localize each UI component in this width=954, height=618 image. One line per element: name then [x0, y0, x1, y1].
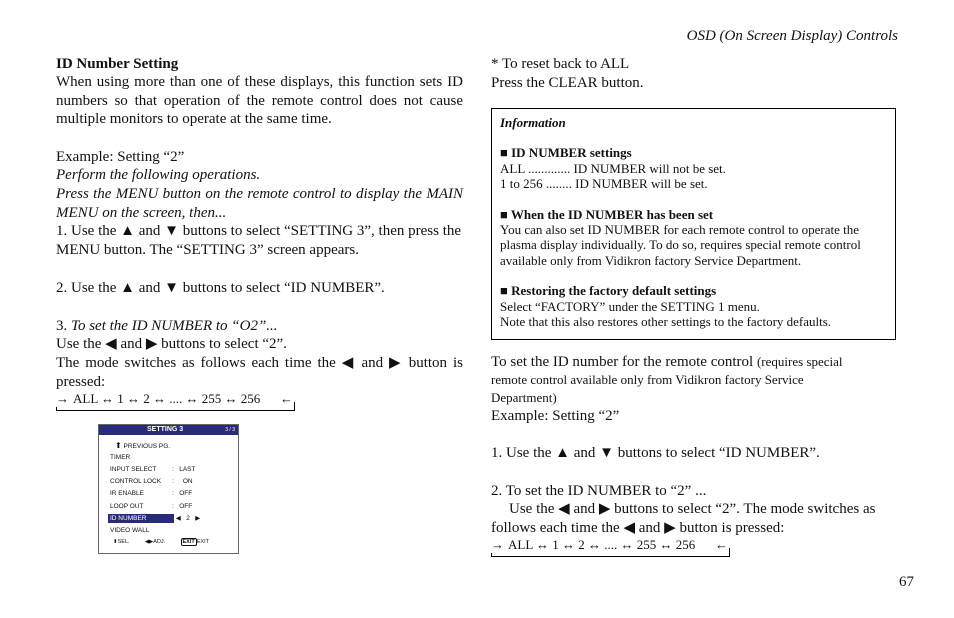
left-arrow-icon: ◀ [174, 515, 181, 522]
sequence-diagram-right [491, 537, 730, 557]
sequence-right-left-arrow-icon: → [491, 537, 504, 552]
info-s1-line1: ALL ............. ID NUMBER will not be set. [500, 160, 726, 176]
info-s1-line2: 1 to 256 ........ ID NUMBER will be set. [500, 176, 708, 192]
right-arrow-icon: ▶ [195, 515, 201, 522]
info-s3-line1: Select “FACTORY” under the SETTING 1 menu. [500, 298, 760, 314]
info-s2-head: ■ When the ID NUMBER has been set [500, 206, 714, 222]
osd-item-video-wall: VIDEO WALL [110, 527, 150, 534]
osd-header [99, 425, 238, 435]
right-step-2: 2. To set the ID NUMBER to “2” ... [491, 483, 707, 499]
left-right-icon: ◀▶ [144, 539, 154, 545]
osd-previous-page [115, 441, 170, 450]
osd-setting3-screen [98, 424, 239, 554]
intro-paragraph: When using more than one of these displays, this function sets ID numbers so that operation of the remote control does not cause multiple monitors to operate at the same time. [56, 74, 463, 128]
right-example: Example: Setting “2” [491, 408, 620, 424]
up-arrow-icon: ⬆ [115, 441, 122, 450]
press-menu-text: Press the MENU button on the remote control to display the MAIN MENU on the screen, then... [56, 186, 463, 221]
osd-title: SETTING 3 [147, 426, 184, 433]
remote-main-text: To set the ID number for the remote control [491, 354, 757, 370]
step-3 [56, 317, 278, 336]
sequence-right-arrow-icon: ← [280, 391, 293, 406]
page-number: 67 [899, 574, 914, 590]
remote-paragraph [491, 353, 871, 407]
info-s2-text: You can also set ID NUMBER for each remote control to operate the plasma display individually. To do so, requires special remote control available only from Vidikron factory Service Department. [500, 222, 861, 268]
exit-key-icon: EXIT [182, 539, 195, 545]
sequence-right-right-arrow-icon: ← [715, 537, 728, 552]
sequence-diagram-left [56, 391, 295, 411]
osd-item-loop-out: LOOP OUT : OFF [110, 503, 193, 510]
osd-item-input-select: INPUT SELECT : LAST [110, 466, 196, 473]
sequence-text-right: ALL ↔ 1 ↔ 2 ↔ .... ↔ 255 ↔ 256 [508, 537, 696, 552]
up-down-icon: ⬍ [113, 539, 118, 545]
example-text: Example: Setting “2” [56, 149, 185, 165]
info-s3-head: ■ Restoring the factory default settings [500, 283, 717, 299]
right-step-2-text: Use the ◀ and ▶ buttons to select “2”. The mode switches as follows each time the ◀ and ▶ button is pressed: [491, 501, 876, 536]
info-title: Information [500, 115, 566, 130]
osd-selected-item: ID NUMBER [108, 514, 174, 523]
info-section-id-settings [500, 145, 887, 191]
osd-item-ir-enable: IR ENABLE : OFF [110, 490, 193, 497]
osd-footer: ⬍SEL. ◀▶ADJ. EXIT EXIT [113, 539, 209, 545]
step-3-mode: The mode switches as follows each time the ◀ and ▶ button is pressed: [56, 355, 463, 390]
sequence-left-arrow-icon: → [56, 391, 69, 406]
remote-small-text: (requires special remote control available only from Vidikron factory Service Department) [491, 354, 843, 405]
sequence-text-left: ALL ↔ 1 ↔ 2 ↔ .... ↔ 255 ↔ 256 [73, 391, 261, 406]
info-s1-head: ■ ID NUMBER settings [500, 145, 632, 161]
step-1: 1. Use the ▲ and ▼ buttons to select “SETTING 3”, then press the MENU button. The “SETTING 3” screen appears. [56, 223, 462, 258]
information-box [491, 108, 896, 340]
section-heading: ID Number Setting [56, 56, 179, 72]
osd-item-id-number: ID NUMBER ◀ 2 ▶ [110, 515, 201, 522]
step-2: 2. Use the ▲ and ▼ buttons to select “ID NUMBER”. [56, 280, 385, 296]
osd-page: 3 / 3 [225, 427, 235, 433]
step-3-number: 3. [56, 318, 71, 334]
reset-line-2: Press the CLEAR button. [491, 75, 644, 91]
page-header: OSD (On Screen Display) Controls [686, 28, 898, 44]
osd-item-control-lock: CONTROL LOCK : ON [110, 478, 193, 485]
perform-text: Perform the following operations. [56, 167, 261, 183]
info-s3-line2: Note that this also restores other settings to the factory defaults. [500, 314, 832, 330]
osd-prev-label: PREVIOUS PG. [123, 443, 171, 450]
info-section-when-set [500, 207, 887, 269]
step-3-italic: To set the ID NUMBER to “O2”... [71, 318, 278, 334]
step-3-use: Use the ◀ and ▶ buttons to select “2”. [56, 336, 287, 352]
info-section-restoring [500, 283, 887, 329]
osd-item-timer: TIMER [110, 454, 131, 461]
right-step-1: 1. Use the ▲ and ▼ buttons to select “ID NUMBER”. [491, 445, 820, 461]
reset-line-1: * To reset back to ALL [491, 56, 630, 72]
